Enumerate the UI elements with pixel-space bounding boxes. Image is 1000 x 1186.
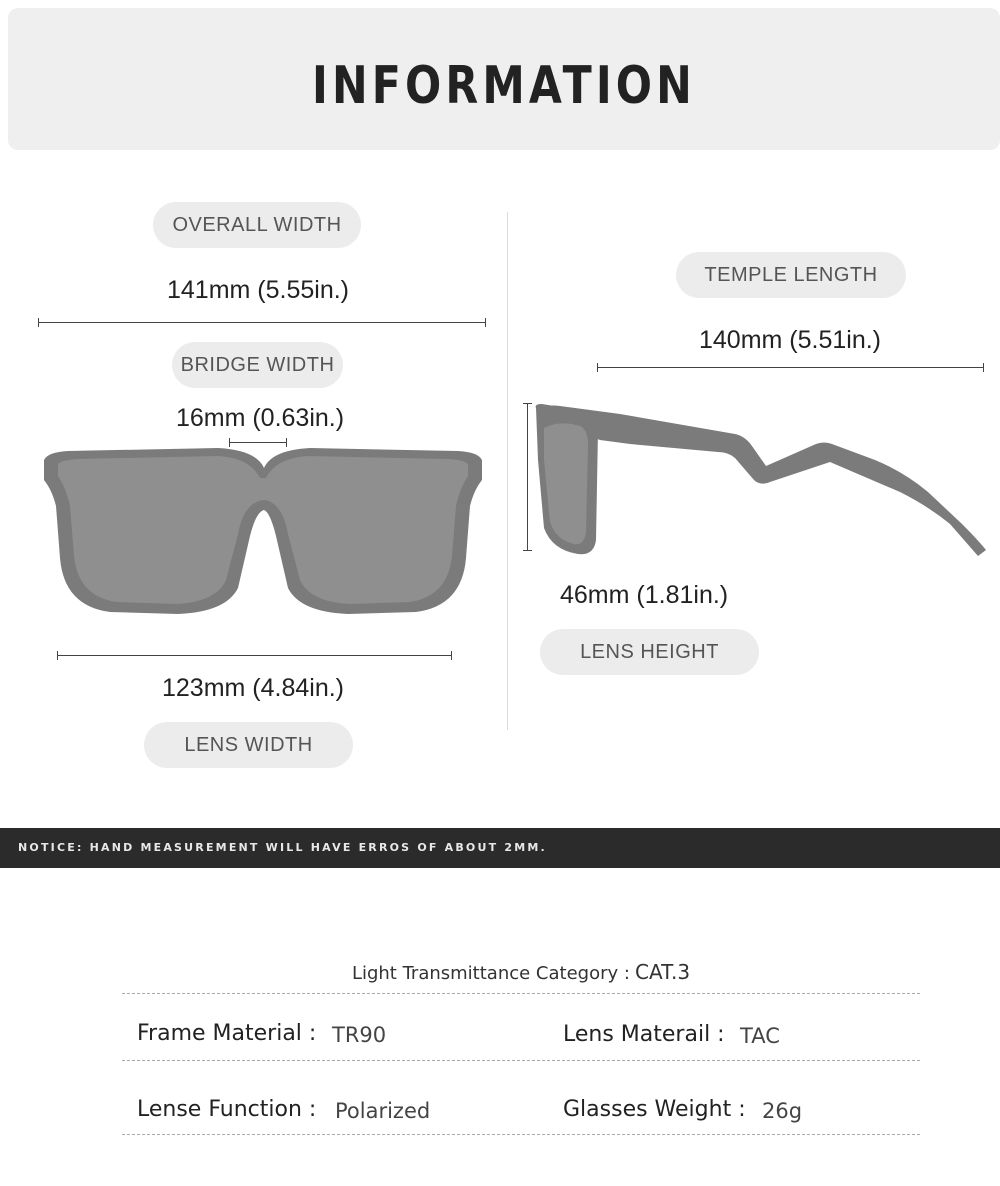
temple-length-value: 140mm (5.51in.) bbox=[698, 326, 882, 354]
frame-material-label: Frame Material : bbox=[137, 1021, 317, 1046]
lens-height-value: 46mm (1.81in.) bbox=[560, 581, 729, 609]
bridge-width-label: BRIDGE WIDTH bbox=[172, 342, 343, 388]
header-banner bbox=[8, 8, 1000, 150]
lens-width-value: 123mm (4.84in.) bbox=[161, 674, 345, 702]
bridge-width-dimension-line bbox=[229, 442, 287, 443]
page-title: INFORMATION bbox=[312, 56, 696, 116]
spec-row-light-transmittance bbox=[122, 950, 920, 994]
lens-width-dimension-line bbox=[57, 655, 452, 656]
side-glasses-illustration bbox=[530, 400, 990, 560]
glasses-weight-value: 26g bbox=[762, 1099, 803, 1123]
lens-width-label: LENS WIDTH bbox=[144, 722, 353, 768]
overall-width-value: 141mm (5.55in.) bbox=[166, 276, 350, 304]
side-temple-arm bbox=[542, 406, 986, 557]
lens-height-label: LENS HEIGHT bbox=[540, 629, 759, 675]
light-transmittance-label: Light Transmittance Category : bbox=[351, 963, 630, 984]
glasses-weight-label: Glasses Weight : bbox=[563, 1097, 746, 1122]
temple-length-dimension-line bbox=[597, 367, 984, 368]
bridge-width-value: 16mm (0.63in.) bbox=[175, 404, 345, 432]
front-lens bbox=[58, 456, 468, 604]
lens-material-value: TAC bbox=[740, 1024, 780, 1048]
spec-row-materials bbox=[122, 1008, 920, 1061]
overall-width-dimension-line bbox=[38, 322, 486, 323]
light-transmittance-value: CAT.3 bbox=[635, 960, 691, 984]
overall-width-label: OVERALL WIDTH bbox=[153, 202, 361, 248]
front-glasses-illustration bbox=[38, 446, 488, 618]
lens-height-dimension-line bbox=[527, 403, 528, 551]
notice-bar bbox=[0, 828, 1000, 868]
lens-material-label: Lens Materail : bbox=[563, 1022, 725, 1047]
notice-text: NOTICE: HAND MEASUREMENT WILL HAVE ERROS OF ABOUT 2MM. bbox=[18, 841, 547, 854]
temple-length-label: TEMPLE LENGTH bbox=[676, 252, 906, 298]
lens-function-value: Polarized bbox=[335, 1099, 431, 1123]
lens-function-label: Lense Function : bbox=[137, 1097, 317, 1122]
frame-material-value: TR90 bbox=[332, 1023, 387, 1047]
spec-row-function-weight bbox=[122, 1084, 920, 1135]
section-divider bbox=[507, 212, 508, 730]
